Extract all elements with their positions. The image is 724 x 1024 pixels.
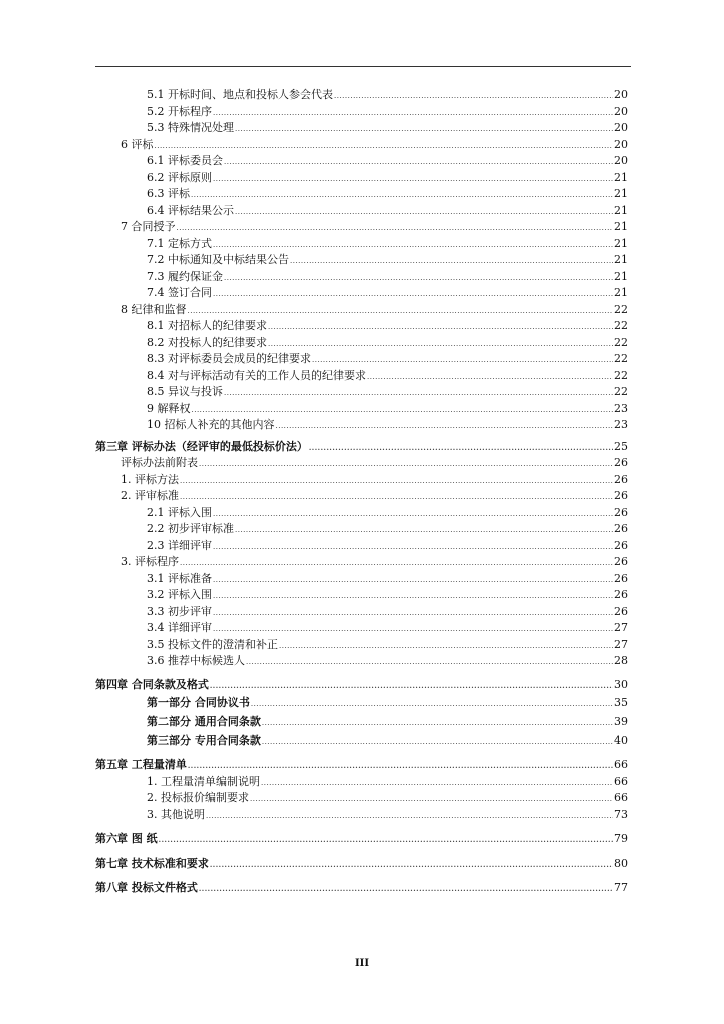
toc-entry-page: 22 [614, 352, 628, 365]
toc-entry-title: 8.4 对与评标活动有关的工作人员的纪律要求 [147, 368, 366, 382]
toc-leader-dots [262, 733, 613, 752]
toc-entry-title: 8 纪律和监督 [121, 302, 187, 316]
toc-entry-title: 1. 评标方法 [121, 472, 179, 486]
toc-entry-page: 66 [614, 774, 628, 788]
toc-leader-dots [213, 286, 613, 303]
toc-leader-dots [213, 171, 613, 188]
toc-entry [95, 285, 628, 302]
toc-entry-page: 22 [614, 385, 628, 398]
toc-entry-title: 3.4 详细评审 [147, 621, 212, 634]
toc-entry [95, 472, 628, 489]
toc-entry-title: 6.2 评标原则 [147, 170, 212, 184]
toc-entry-title: 3.3 初步评审 [147, 604, 212, 618]
toc-entry-page: 20 [614, 154, 628, 167]
toc-entry-title: 9 解释权 [147, 401, 191, 415]
toc-entry [95, 368, 628, 385]
toc-entry [95, 384, 628, 401]
toc-leader-dots [334, 88, 613, 105]
toc-entry [95, 731, 628, 750]
toc-entry [95, 170, 628, 187]
toc-entry [95, 538, 628, 555]
toc-entry-page: 26 [614, 522, 628, 535]
toc-entry [95, 203, 628, 220]
toc-entry-page: 66 [614, 791, 628, 804]
toc-entry-title: 7.3 履约保证金 [147, 269, 223, 283]
toc-entry-page: 21 [614, 253, 628, 266]
toc-entry-page: 21 [614, 203, 628, 217]
toc-entry-page: 27 [614, 621, 628, 634]
toc-entry-title: 7.2 中标通知及中标结果公告 [147, 253, 289, 266]
toc-entry [95, 219, 628, 236]
toc-entry [95, 856, 628, 873]
toc-leader-dots [261, 775, 613, 792]
toc-entry-title: 8.1 对招标人的纪律要求 [147, 319, 267, 332]
toc-entry-title: 5.2 开标程序 [147, 104, 212, 118]
toc-entry-page: 66 [614, 758, 628, 771]
toc-entry [95, 880, 628, 897]
toc-entry [95, 335, 628, 352]
toc-entry [95, 790, 628, 807]
toc-leader-dots [268, 336, 613, 353]
header-rule [95, 66, 631, 67]
toc-leader-dots [268, 319, 613, 336]
toc-entry-page: 22 [614, 368, 628, 382]
toc-entry-title: 3. 评标程序 [121, 555, 179, 568]
toc-entry-title: 6 评标 [121, 137, 154, 151]
toc-leader-dots [367, 369, 613, 386]
toc-entry-page: 22 [614, 302, 628, 316]
toc-leader-dots [199, 456, 613, 473]
toc-entry-title: 2.2 初步评审标准 [147, 522, 234, 535]
toc-entry [95, 677, 628, 694]
toc-entry-title: 第五章 工程量清单 [95, 758, 187, 771]
toc-entry-page: 22 [614, 335, 628, 349]
table-of-contents [95, 87, 628, 897]
toc-entry-page: 23 [614, 418, 628, 431]
toc-entry-title: 3. 其他说明 [147, 807, 205, 821]
toc-entry [95, 712, 628, 731]
toc-entry-page: 26 [614, 489, 628, 502]
toc-entry-page: 26 [614, 588, 628, 601]
toc-entry-title: 3.1 评标准备 [147, 571, 212, 585]
toc-entry-page: 35 [614, 696, 628, 709]
toc-entry-title: 2.1 评标入围 [147, 505, 212, 519]
toc-entry-page: 21 [614, 236, 628, 250]
toc-leader-dots [224, 154, 613, 171]
toc-entry [95, 620, 628, 637]
toc-entry-title: 8.3 对评标委员会成员的纪律要求 [147, 352, 311, 365]
toc-leader-dots [199, 881, 613, 898]
toc-entry [95, 120, 628, 137]
toc-entry-title: 第七章 技术标准和要求 [95, 856, 209, 870]
toc-entry [95, 302, 628, 319]
toc-entry [95, 153, 628, 170]
toc-entry [95, 104, 628, 121]
toc-leader-dots [177, 220, 614, 237]
toc-entry-page: 26 [614, 571, 628, 585]
toc-leader-dots [213, 572, 613, 589]
toc-entry [95, 439, 628, 456]
toc-entry-title: 3.2 评标入围 [147, 588, 212, 601]
toc-entry [95, 401, 628, 418]
toc-entry-page: 20 [614, 121, 628, 134]
toc-leader-dots [180, 489, 613, 506]
toc-leader-dots [235, 204, 613, 221]
toc-leader-dots [206, 808, 613, 825]
toc-entry-title: 8.5 异议与投诉 [147, 385, 223, 398]
toc-entry-title: 2. 评审标准 [121, 489, 179, 502]
toc-leader-dots [155, 138, 614, 155]
toc-entry-page: 21 [614, 286, 628, 299]
toc-entry [95, 587, 628, 604]
toc-entry-title: 第二部分 通用合同条款 [147, 715, 261, 728]
toc-entry-page: 40 [614, 734, 628, 747]
toc-entry [95, 269, 628, 286]
page-number: III [354, 958, 370, 969]
toc-entry-page: 26 [614, 472, 628, 486]
toc-entry-page: 20 [614, 137, 628, 151]
toc-entry [95, 604, 628, 621]
toc-entry [95, 252, 628, 269]
toc-entry-title: 第六章 图 纸 [95, 832, 158, 845]
toc-entry-page: 77 [614, 881, 628, 894]
toc-entry-page: 21 [614, 269, 628, 283]
toc-leader-dots [188, 303, 614, 320]
toc-entry-title: 8.2 对投标人的纪律要求 [147, 335, 267, 349]
toc-leader-dots [210, 857, 613, 874]
toc-entry-title: 第三部分 专用合同条款 [147, 734, 261, 747]
toc-leader-dots [312, 352, 613, 369]
toc-leader-dots [224, 385, 613, 402]
toc-entry-page: 27 [614, 637, 628, 651]
toc-entry [95, 455, 628, 472]
toc-entry-page: 25 [614, 439, 628, 453]
toc-entry-title: 第一部分 合同协议书 [147, 696, 250, 709]
toc-entry-title: 2.3 详细评审 [147, 538, 212, 552]
toc-leader-dots [251, 695, 613, 714]
toc-entry [95, 417, 628, 434]
toc-entry [95, 693, 628, 712]
toc-entry-title: 7.4 签订合同 [147, 286, 212, 299]
toc-leader-dots [188, 758, 613, 775]
toc-entry-page: 26 [614, 456, 628, 469]
toc-leader-dots [279, 638, 613, 655]
toc-leader-dots [180, 473, 613, 490]
toc-entry [95, 554, 628, 571]
toc-entry-title: 6.3 评标 [147, 187, 190, 200]
toc-entry-page: 28 [614, 654, 628, 667]
toc-leader-dots [213, 605, 613, 622]
toc-entry [95, 831, 628, 848]
toc-leader-dots [213, 539, 613, 556]
toc-entry-page: 26 [614, 505, 628, 519]
toc-entry-page: 80 [614, 856, 628, 870]
toc-leader-dots [191, 187, 613, 204]
toc-leader-dots [224, 270, 613, 287]
toc-entry [95, 318, 628, 335]
toc-leader-dots [210, 678, 613, 695]
toc-leader-dots [276, 418, 614, 435]
toc-leader-dots [290, 253, 613, 270]
toc-leader-dots [213, 621, 613, 638]
toc-leader-dots [180, 555, 613, 572]
toc-entry-title: 评标办法前附表 [121, 456, 198, 469]
toc-entry-title: 6.4 评标结果公示 [147, 203, 234, 217]
toc-leader-dots [213, 506, 613, 523]
toc-entry [95, 236, 628, 253]
toc-entry-page: 26 [614, 555, 628, 568]
toc-entry-page: 26 [614, 538, 628, 552]
toc-entry-page: 30 [614, 677, 628, 691]
toc-entry-title: 2. 投标报价编制要求 [147, 791, 249, 804]
toc-entry-title: 1. 工程量清单编制说明 [147, 774, 260, 788]
toc-entry-page: 73 [614, 807, 628, 821]
toc-leader-dots [235, 522, 613, 539]
toc-leader-dots [213, 588, 613, 605]
toc-entry [95, 637, 628, 654]
toc-entry-page: 79 [614, 832, 628, 845]
toc-entry-title: 第八章 投标文件格式 [95, 881, 198, 894]
toc-entry-title: 7 合同授予 [121, 220, 176, 233]
toc-leader-dots [159, 832, 613, 849]
toc-entry-title: 3.5 投标文件的澄清和补正 [147, 637, 278, 651]
toc-entry-page: 26 [614, 604, 628, 618]
toc-entry-title: 5.3 特殊情况处理 [147, 121, 234, 134]
toc-leader-dots [246, 654, 613, 671]
toc-entry [95, 571, 628, 588]
toc-entry-page: 39 [614, 715, 628, 728]
toc-entry-title: 10 招标人补充的其他内容 [147, 418, 275, 431]
toc-entry-page: 21 [614, 187, 628, 200]
toc-entry [95, 137, 628, 154]
toc-entry [95, 488, 628, 505]
toc-entry [95, 757, 628, 774]
toc-leader-dots [213, 237, 613, 254]
toc-entry [95, 653, 628, 670]
toc-leader-dots [213, 105, 613, 122]
toc-leader-dots [250, 791, 613, 808]
toc-entry-page: 21 [614, 170, 628, 184]
toc-entry-title: 3.6 推荐中标候选人 [147, 654, 245, 667]
toc-entry-page: 20 [614, 88, 628, 101]
toc-entry [95, 521, 628, 538]
toc-entry-title: 5.1 开标时间、地点和投标人参会代表 [147, 88, 333, 101]
toc-entry-page: 22 [614, 319, 628, 332]
toc-entry [95, 505, 628, 522]
toc-entry-title: 6.1 评标委员会 [147, 154, 223, 167]
toc-entry-page: 21 [614, 220, 628, 233]
toc-entry [95, 807, 628, 824]
toc-entry [95, 774, 628, 791]
toc-entry [95, 351, 628, 368]
toc-leader-dots [192, 402, 614, 419]
toc-entry-page: 20 [614, 104, 628, 118]
toc-entry [95, 186, 628, 203]
toc-leader-dots [235, 121, 613, 138]
toc-leader-dots [262, 714, 613, 733]
toc-entry-title: 7.1 定标方式 [147, 236, 212, 250]
toc-entry [95, 87, 628, 104]
toc-entry-title: 第三章 评标办法（经评审的最低投标价法） [95, 439, 308, 453]
toc-entry-page: 23 [614, 401, 628, 415]
toc-leader-dots [309, 440, 613, 457]
toc-entry-title: 第四章 合同条款及格式 [95, 677, 209, 691]
